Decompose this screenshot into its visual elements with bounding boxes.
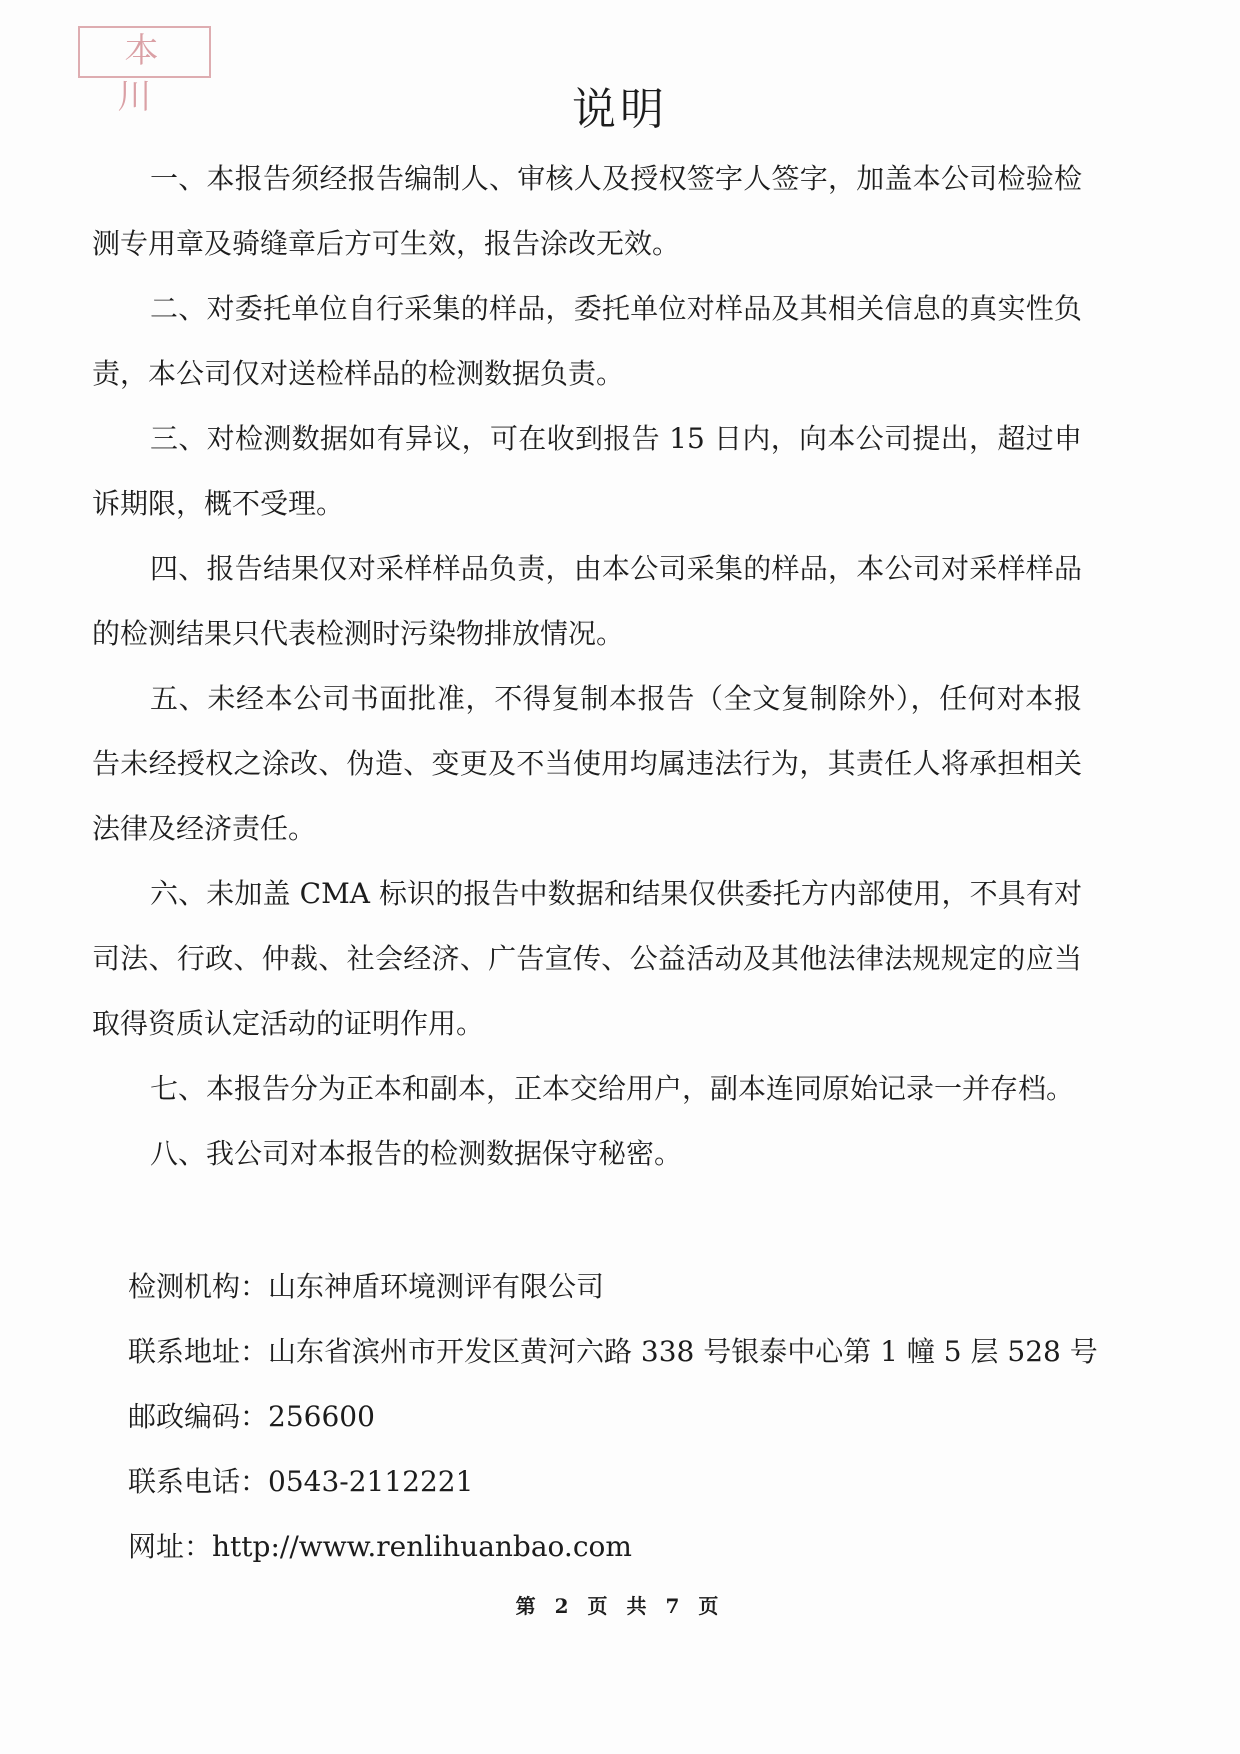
clause-4: 四、报告结果仅对采样样品负责，由本公司采集的样品，本公司对采样样品的检测结果只代表检测时污染物排放情况。 [92, 552, 1082, 650]
clause-5: 五、未经本公司书面批准，不得复制本报告（全文复制除外），任何对本报告未经授权之涂改、伪造、变更及不当使用均属违法行为，其责任人将承担相关法律及经济责任。 [92, 682, 1082, 845]
phone-line: 联系电话：0543-2112221 [128, 1465, 474, 1498]
website-line: 网址：http://www.renlihuanbao.com [128, 1530, 632, 1563]
page-number: 第 2 页 共 7 页 [515, 1594, 725, 1618]
institution-line: 检测机构：山东神盾环境测评有限公司 [128, 1270, 605, 1303]
clause-2: 二、对委托单位自行采集的样品，委托单位对样品及其相关信息的真实性负责，本公司仅对送检样品的检测数据负责。 [92, 292, 1082, 390]
page-title: 说明 [572, 84, 668, 135]
red-stamp: 本 川 [78, 26, 211, 78]
clause-1: 一、本报告须经报告编制人、审核人及授权签字人签字，加盖本公司检验检测专用章及骑缝章后方可生效，报告涂改无效。 [92, 162, 1082, 260]
postcode-line: 邮政编码：256600 [128, 1400, 375, 1433]
statement-body [92, 146, 1082, 1186]
address-line: 联系地址：山东省滨州市开发区黄河六路 338 号银泰中心第 1 幢 5 层 528 号 [128, 1335, 1098, 1368]
clause-3: 三、对检测数据如有异议，可在收到报告 15 日内，向本公司提出，超过申诉期限，概不受理。 [92, 422, 1082, 520]
contact-block [128, 1254, 1108, 1579]
clause-8: 八、我公司对本报告的检测数据保守秘密。 [150, 1137, 683, 1170]
clause-7: 七、本报告分为正本和副本，正本交给用户，副本连同原始记录一并存档。 [150, 1072, 1075, 1105]
clause-6: 六、未加盖 CMA 标识的报告中数据和结果仅供委托方内部使用，不具有对司法、行政、仲裁、社会经济、广告宣传、公益活动及其他法律法规规定的应当取得资质认定活动的证明作用。 [92, 877, 1082, 1040]
